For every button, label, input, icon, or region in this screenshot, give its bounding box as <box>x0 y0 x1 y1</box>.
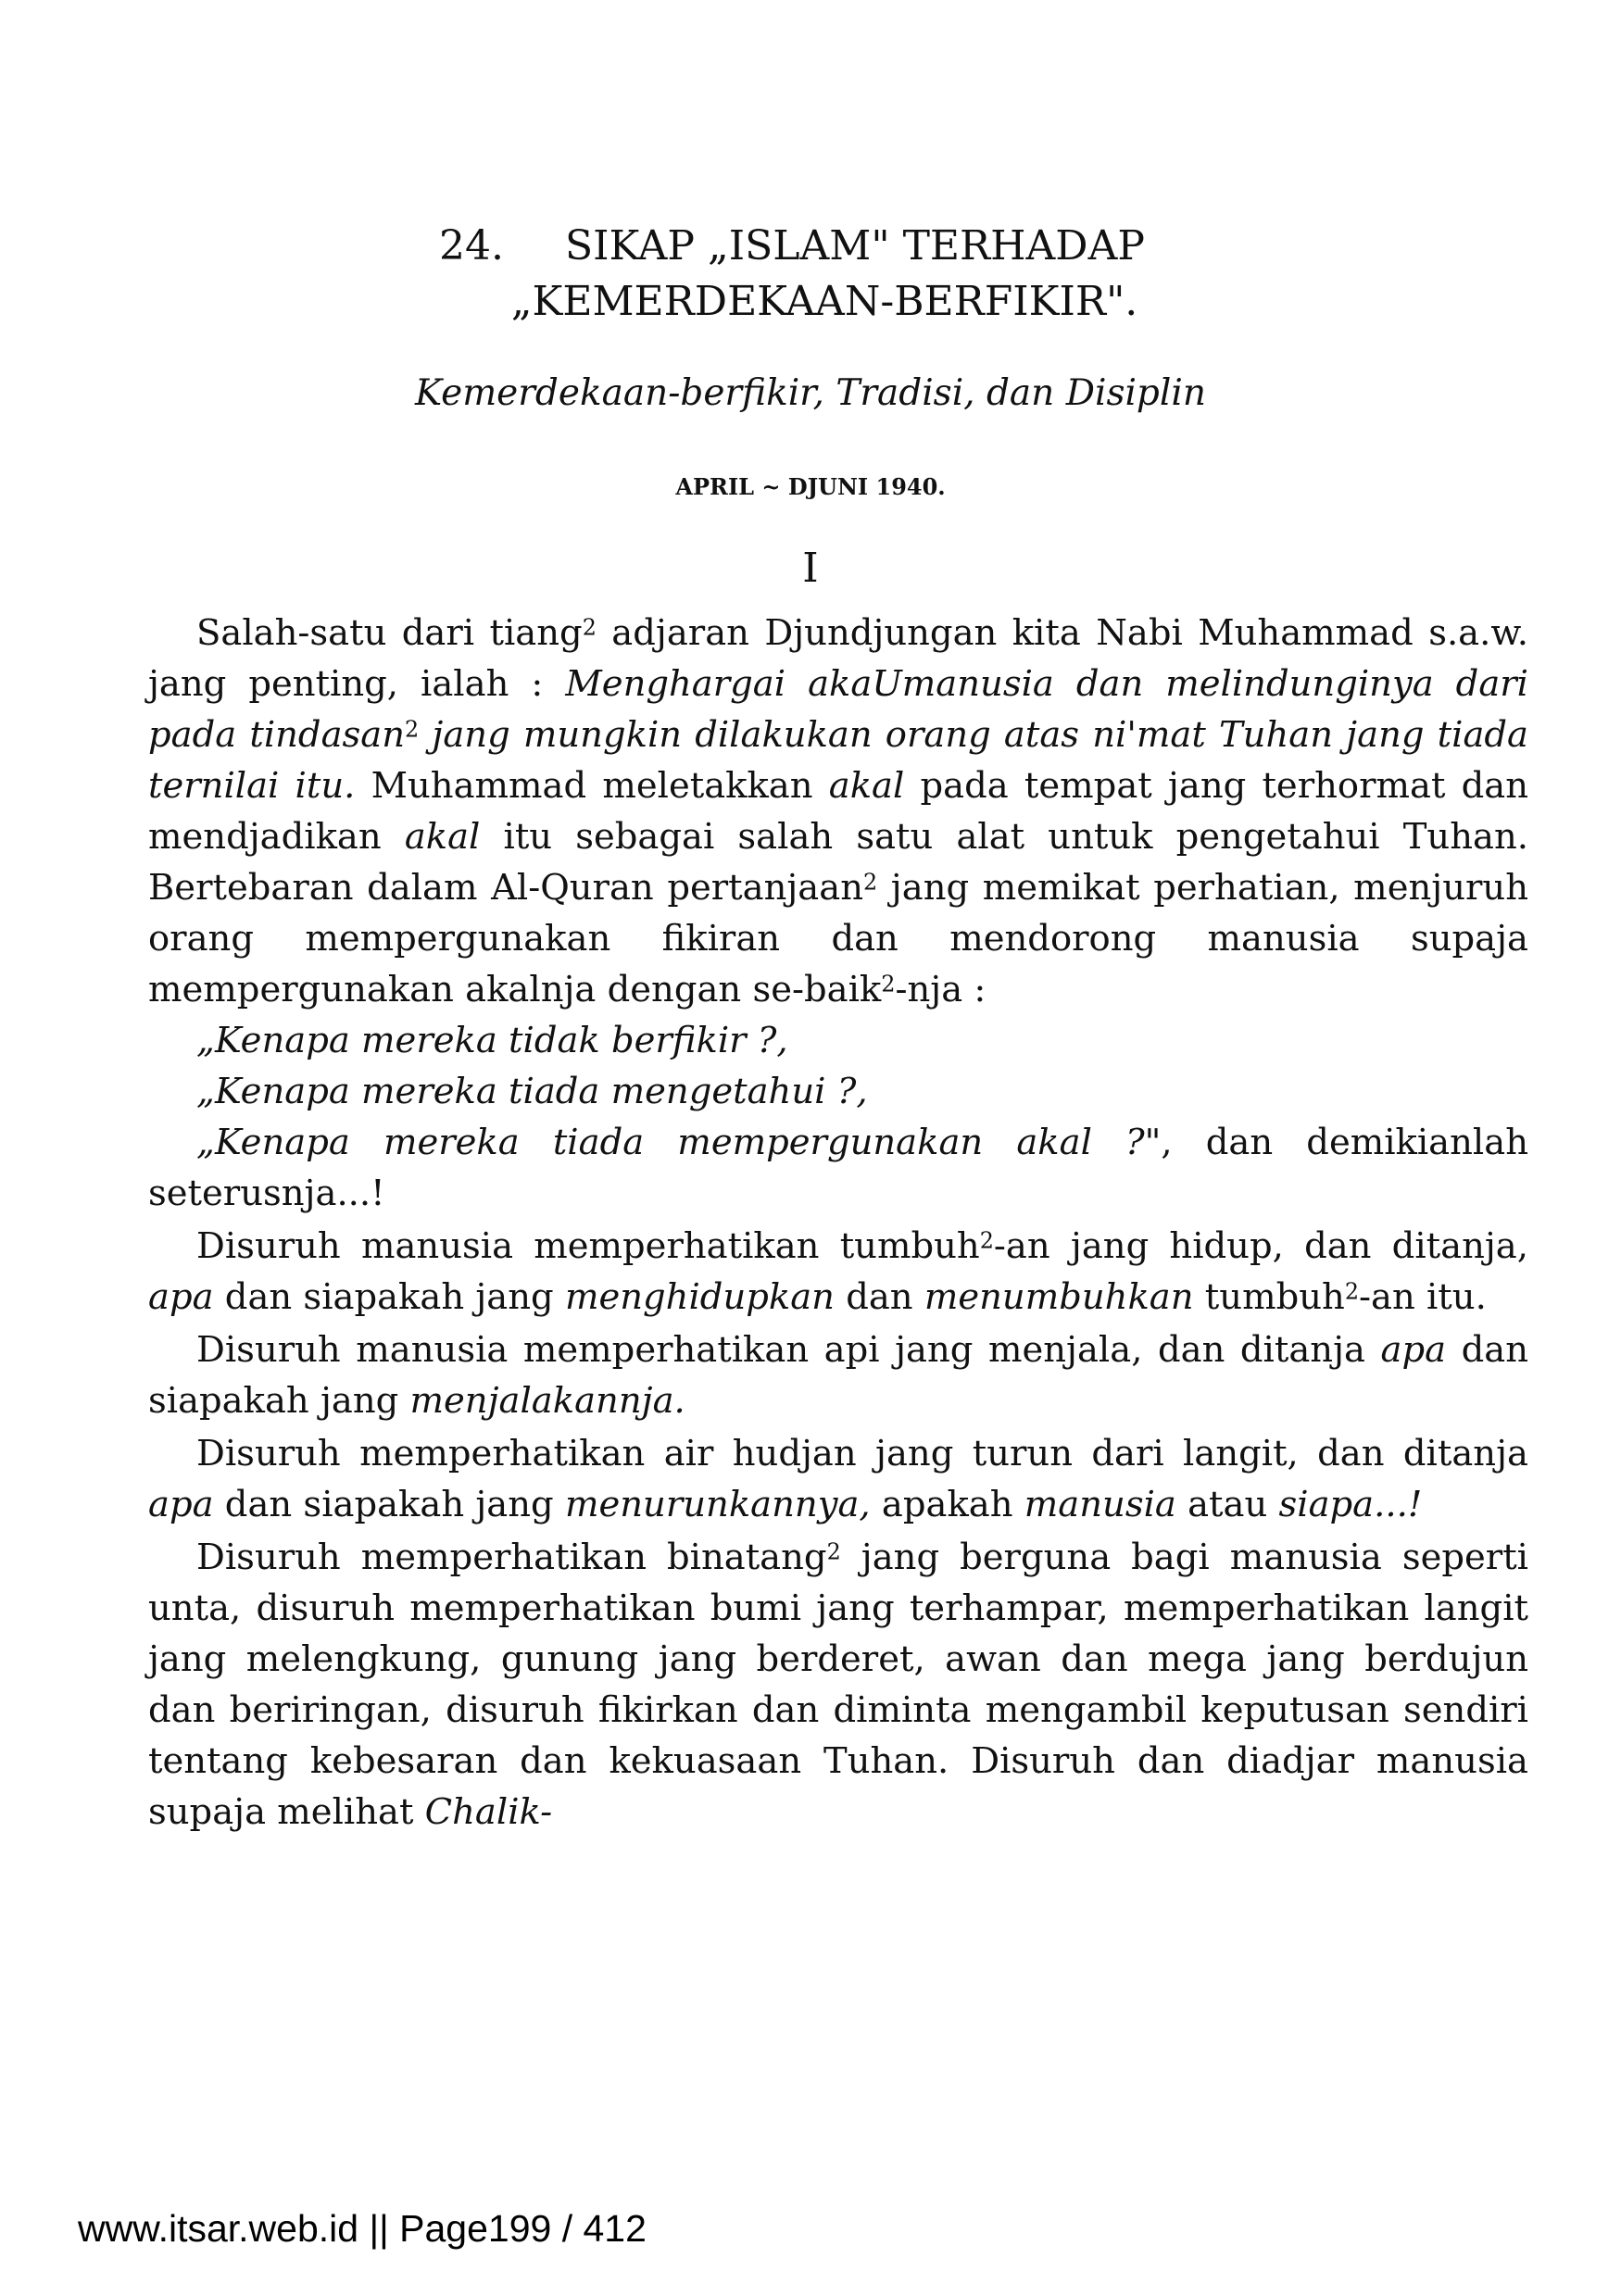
italic-run: menumbuhkan <box>924 1276 1194 1318</box>
italic-run: „Kenapa mereka tiada mempergunakan akal ?" <box>196 1122 1162 1163</box>
italic-run: siapa...! <box>1278 1484 1423 1525</box>
text-run: adjaran Djundjungan kita Nabi Muhammad s.a.w. jang penting, ialah : <box>148 612 1529 705</box>
text-run: dan siapakah jang <box>148 1329 1528 1422</box>
text-run: , dan demikianlah seterusnja...! <box>148 1122 1528 1214</box>
superscript: 2 <box>881 971 896 997</box>
text-run: pada tempat jang terhormat dan mendjadikan <box>148 765 1529 858</box>
superscript: 2 <box>826 1538 841 1565</box>
body-text <box>148 608 1528 1838</box>
chapter-subtitle: Kemerdekaan-berfikir, Tradisi, dan Disiplin <box>415 372 1206 414</box>
italic-run: apa <box>148 1484 214 1525</box>
quote-line-3 <box>148 1117 1528 1219</box>
superscript: 2 <box>863 869 878 896</box>
italic-run: menghidupkan <box>564 1276 835 1318</box>
text-run: apakah <box>870 1484 1024 1525</box>
page-footer: www.itsar.web.id || Page199 / 412 <box>78 2207 647 2250</box>
italic-run: „Kenapa mereka tidak berfikir ?, <box>196 1020 788 1061</box>
text-run: Disuruh memperhatikan air hudjan jang turun dari langit, dan ditanja <box>196 1433 1528 1474</box>
text-run: dan siapakah jang <box>213 1276 565 1318</box>
text-run: -an jang hidup, dan ditanja, <box>993 1225 1528 1267</box>
superscript: 2 <box>405 716 420 743</box>
text-run: atau <box>1175 1484 1279 1525</box>
paragraph-2 <box>148 1221 1528 1323</box>
italic-run: apa <box>148 1276 214 1318</box>
paragraph-5 <box>148 1532 1528 1838</box>
chapter-title-line-2: „KEMERDEKAAN-BERFIKIR". <box>510 278 1138 325</box>
text-run: -nja : <box>895 969 986 1010</box>
superscript: 2 <box>1344 1278 1359 1305</box>
italic-run: menjalakannja. <box>409 1380 685 1422</box>
italic-run: manusia <box>1024 1484 1176 1525</box>
chapter-title-text: SIKAP „ISLAM" TERHADAP <box>565 222 1145 270</box>
text-run: tumbuh <box>1193 1276 1345 1318</box>
paragraph-4 <box>148 1428 1528 1530</box>
text-run: Disuruh memperhatikan binatang <box>196 1537 827 1578</box>
text-run: Disuruh manusia memperhatikan tumbuh <box>196 1225 980 1267</box>
superscript: 2 <box>582 614 597 641</box>
italic-run: akal <box>404 816 481 858</box>
italic-run: apa <box>1380 1329 1447 1371</box>
italic-run: Chalik- <box>424 1791 553 1833</box>
quote-line-2 <box>148 1066 1528 1117</box>
text-run: dan siapakah jang <box>213 1484 565 1525</box>
chapter-title-line-1 <box>0 219 1602 274</box>
paragraph-1 <box>148 608 1528 1015</box>
text-run: dan <box>834 1276 924 1318</box>
text-run: jang berguna bagi manusia seperti unta, disuruh memperhatikan bumi jang terhampar, memperhatikan langit jang melengkung, gunung jang berderet, awan dan mega jang berdujun dan beriringan, disuruh fikirkan dan diminta mengambil keputusan sendiri tentang kebesaran dan kekuasaan Tuhan. Disuruh dan diadjar manusia supaja melihat <box>148 1537 1528 1833</box>
chapter-date: APRIL ~ DJUNI 1940. <box>675 473 946 500</box>
italic-run: jang mungkin dilakukan orang atas ni'mat Tuhan jang tiada ternilai itu. <box>148 714 1528 807</box>
text-run: jang memikat perhatian, menjuruh orang mempergunakan fikiran dan mendorong manusia supaja mempergunakan akalnja dengan se-baik <box>148 867 1528 1010</box>
superscript: 2 <box>979 1227 994 1254</box>
text-run: Muhammad meletakkan <box>355 765 829 807</box>
paragraph-3 <box>148 1324 1528 1426</box>
quote-line-1 <box>148 1015 1528 1066</box>
text-run: itu sebagai salah satu alat untuk pengetahui Tuhan. Bertebaran dalam Al-Quran pertanjaan <box>148 816 1528 909</box>
section-marker: I <box>802 545 819 592</box>
italic-run: „Kenapa mereka tiada mengetahui ?, <box>196 1071 868 1112</box>
text-run: -an itu. <box>1359 1276 1487 1318</box>
text-run: Salah-satu dari tiang <box>196 612 583 654</box>
italic-run: Menghargai akaUmanusia dan melindunginya dari pada tindasan <box>148 663 1528 756</box>
chapter-number: 24. <box>439 222 504 270</box>
italic-run: akal <box>828 765 905 807</box>
text-run: Disuruh manusia memperhatikan api jang menjala, dan ditanja <box>196 1329 1381 1371</box>
italic-run: menurunkannya, <box>564 1484 871 1525</box>
